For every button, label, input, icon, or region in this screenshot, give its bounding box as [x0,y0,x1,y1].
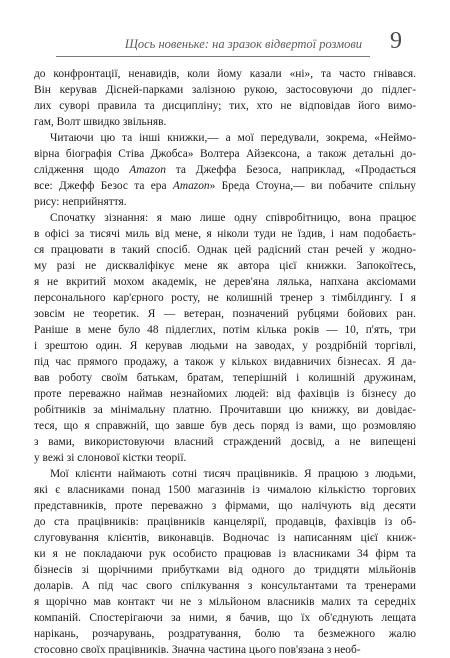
text-line: з вами, використовуючи власний страждений досвід, а не випещені [34,436,416,448]
text-line: гам, Волт швидко звільняв. [34,116,167,128]
running-header [56,28,406,56]
text-line: у вежі зі слонової кістки теорії. [34,452,187,464]
text-line: ки я не покладаючи рук особисто працював із власниками 34 фірм та [34,548,416,560]
text-line: Спочатку зізнання: я маю лише одну співробітницю, вона працює [50,212,416,224]
text-line: представників, проте переважно з фірмами, що налічують від десяти [34,500,416,512]
text-line: лих суворі правила та дисципліну; тих, хто не відповідав його вимо- [34,100,416,112]
text-line: бізнесів зі щорічними прибутками від одного до тридцяти мільйонів [34,564,416,576]
text-line: все: Джефф Безос та ера Amazon» Бреда Стоуна,— ви побачите спільну [34,180,416,192]
text-line: Він керував Дісней-парками залізною рукою, застосовуючи до підлег- [34,84,416,96]
paragraph [34,130,416,210]
text-line: до ста працівників: працівників канцелярії, продавців, фахівців із об- [34,516,416,528]
text-line: нарікань, розчарувань, роздратування, болю та безмежного жалю [34,628,416,640]
text-line: компаній. Спостерігаючи за ними, я бачив, що їх об'єднують лещата [34,612,416,624]
text-line: які є власниками понад 1500 магазинів із чималою кількістю торгових [34,484,416,496]
emphasis-amazon: Amazon [172,180,210,192]
text-line: і зрештою один. Я керував людьми на заводах, у роздрібній торгівлі, [34,340,416,352]
text-line: рису: неприйняття. [34,196,127,208]
text-line: ся працювати в такий спосіб. Однак цей радісний стан речей у жодно- [34,244,416,256]
text-line: слуговування клієнтів, виконавців. Водночас із написанням цієї книж- [34,532,416,544]
text-line: робітників за мінімальну платню. Прочитавши цю книжку, ви довідає- [34,404,416,416]
paragraph [34,210,416,466]
text-line: вав роботу своїм батькам, братам, теперішній і колишній дружинам, [34,372,416,384]
text-line: зовсім не теоретик. Я — ветеран, позначений рубцями бойових ран. [34,308,416,320]
text-line: теся, що я справжній, що завше був десь поряд із вами, що розмовляю [34,420,416,432]
paragraph [34,466,416,658]
text-line: до конфронтації, ненавидів, коли йому казали «ні», та часто гнівався. [34,68,416,80]
page-number: 9 [390,28,402,54]
emphasis-amazon: Amazon [129,164,166,176]
text-line: доларів. А під час свого спілкування з консультантами та тренерами [34,580,416,592]
body-text [34,66,416,658]
header-rule [56,56,370,57]
text-line: вірна біографія Стіва Джобса» Волтера Айзексона, а також детальні до- [34,148,416,160]
text-line: я щорічно мав контакт чи не з мільйоном власників малих та середніх [34,596,416,608]
paragraph [34,66,416,130]
text-line: стосовно своїх працівників. Значна частина цього пов'язана з необ- [34,644,361,656]
running-header-title: Щось новеньке: на зразок відвертої розмови [124,37,362,51]
text-line: слідження щодо Amazon та Джеффа Безоса, наприклад, «Продається [34,164,417,176]
text-line: му разі не дискваліфікує мене як автора цієї книжки. Запокоїтесь, [34,260,416,272]
text-line: під час прямого продажу, а також у кількох видавничих бізнесах. Я да- [34,356,416,368]
text-line: Читаючи цю та інші книжки,— а мої передували, зокрема, «Неймо- [50,132,416,144]
text-line: Раніше в мене було 48 підлеглих, потім кілька років — 10, п'ять, три [34,324,416,336]
text-line: персонального кар'єрного росту, не колишній тренер з тімбілдингу. І я [34,292,416,304]
text-line: проте переважно наймав незнайомих людей: від фахівців із бізнесу до [34,388,416,400]
text-line: в офісі за тисячі миль від мене, я ніколи туди не їздив, і нам подобаєть- [34,228,416,240]
text-line: Мої клієнти наймають сотні тисяч працівників. Я працюю з людьми, [50,468,416,480]
text-line: я не вкритий мохом академік, не дерев'яна лялька, напхана аксіомами [34,276,416,288]
